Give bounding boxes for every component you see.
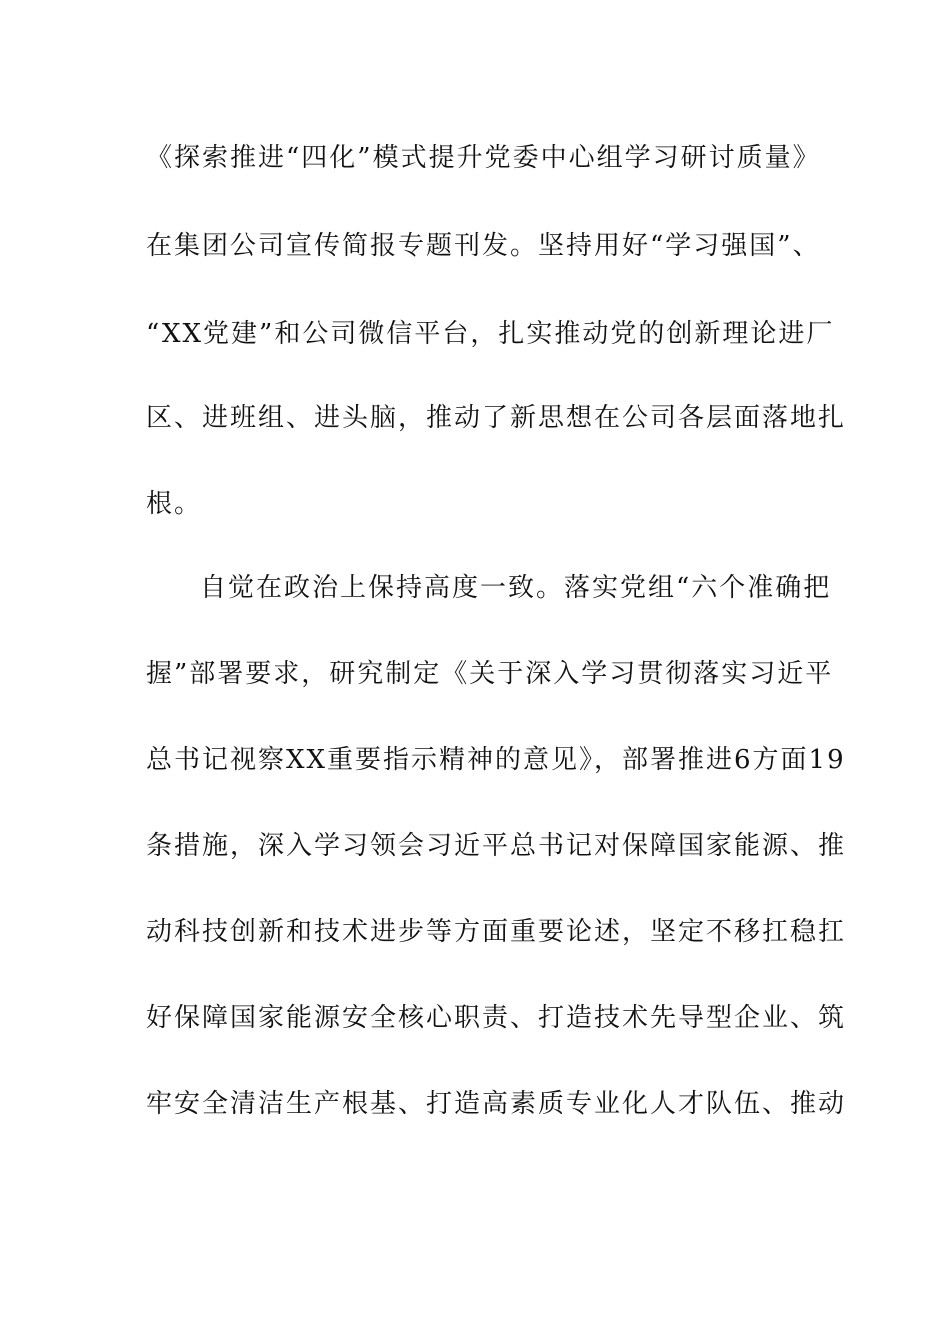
- text-line: 《探索推进“四化”模式提升党委中心组学习研讨质量》: [146, 143, 821, 173]
- text-line: “XX党建”和公司微信平台，扎实推动党的创新理论进厂: [146, 319, 835, 349]
- text-line: 好保障国家能源安全核心职责、打造技术先导型企业、筑: [146, 1003, 847, 1033]
- text-line: 握”部署要求，研究制定《关于深入学习贯彻落实习近平: [146, 659, 834, 689]
- text-line: 牢安全清洁生产根基、打造高素质专业化人才队伍、推动: [146, 1089, 847, 1119]
- text-line: 总书记视察XX重要指示精神的意见》，部署推进6方面19: [146, 745, 846, 775]
- text-line: 自觉在政治上保持高度一致。落实党组“六个准确把: [200, 573, 832, 603]
- text-line: 动科技创新和技术进步等方面重要论述，坚定不移扛稳扛: [146, 917, 847, 947]
- text-line: 条措施，深入学习领会习近平总书记对保障国家能源、推: [146, 831, 847, 861]
- text-line: 区、进班组、进头脑，推动了新思想在公司各层面落地扎: [146, 403, 847, 433]
- text-line: 在集团公司宣传简报专题刊发。坚持用好“学习强国”、: [146, 231, 821, 261]
- text-line: 根。: [146, 489, 203, 519]
